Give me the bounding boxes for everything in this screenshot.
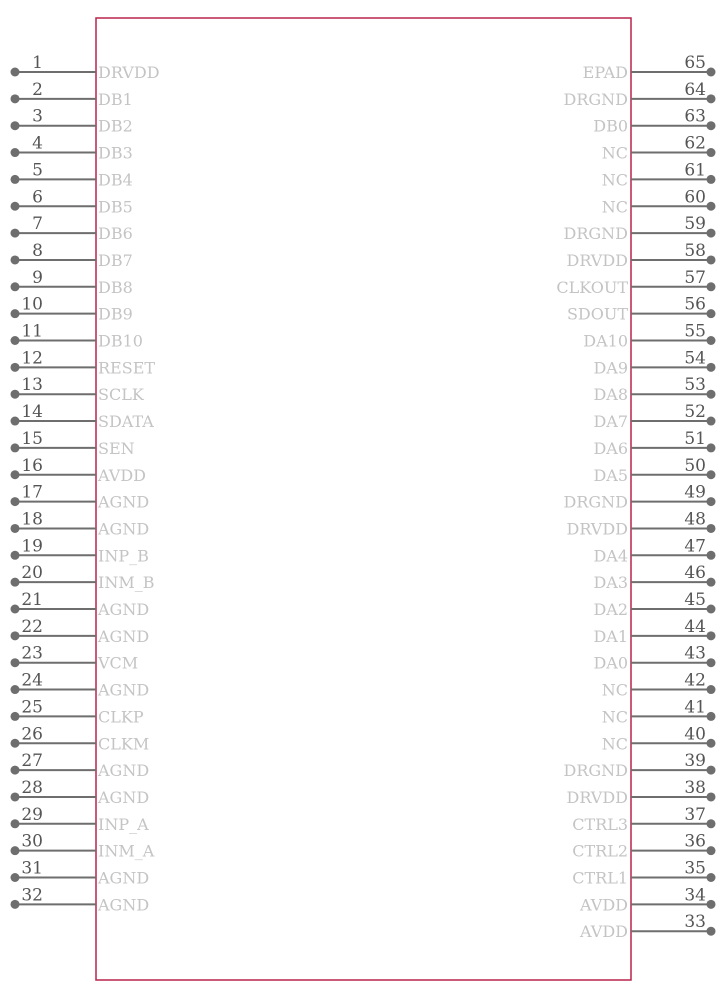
pin-number: 55 — [684, 321, 706, 342]
pin-terminal — [11, 390, 20, 399]
pin-terminal — [11, 658, 20, 667]
pin-number: 18 — [21, 509, 43, 530]
pin-number: 62 — [684, 133, 706, 154]
pin-terminal — [11, 605, 20, 614]
pin-number: 39 — [684, 751, 706, 772]
pin-label: AGND — [98, 600, 150, 619]
pin-right — [564, 214, 716, 243]
pin-right — [602, 671, 716, 700]
pin-number: 3 — [32, 106, 43, 127]
pin-left — [11, 832, 155, 861]
pin-label: SCLK — [98, 385, 144, 405]
pin-label: DA7 — [593, 412, 628, 432]
pin-label: CLKP — [98, 707, 144, 727]
pin-terminal — [11, 685, 20, 694]
pin-label: DRVDD — [566, 519, 628, 539]
pin-label: AGND — [98, 680, 150, 700]
pin-label: AGND — [98, 895, 150, 915]
pin-left — [11, 134, 133, 163]
pin-terminal — [707, 309, 716, 318]
pin-terminal — [11, 121, 20, 130]
pin-left — [11, 483, 150, 512]
pin-number: 2 — [32, 79, 43, 100]
pin-number: 10 — [21, 294, 43, 315]
pin-terminal — [11, 524, 20, 533]
pin-number: 60 — [684, 187, 706, 208]
pin-terminal — [707, 658, 716, 667]
pin-number: 20 — [21, 563, 43, 584]
pin-right — [602, 724, 716, 753]
pin-number: 27 — [21, 751, 43, 772]
pin-label: DA5 — [593, 465, 628, 485]
pin-number: 31 — [21, 858, 43, 879]
pin-label: AGND — [98, 787, 150, 807]
pin-terminal — [11, 68, 20, 77]
pin-terminal — [707, 766, 716, 775]
pin-right — [566, 509, 715, 538]
pin-number: 61 — [684, 160, 706, 181]
pin-label: AVDD — [580, 922, 628, 942]
pin-left — [11, 80, 133, 109]
pin-terminal — [707, 94, 716, 103]
pin-label: NC — [601, 197, 628, 217]
pin-number: 25 — [21, 697, 43, 718]
pin-terminal — [11, 363, 20, 372]
pin-label: INP_B — [98, 546, 149, 566]
pin-number: 40 — [684, 724, 706, 745]
pin-label: DRGND — [563, 492, 628, 512]
pin-number: 26 — [21, 724, 43, 745]
pin-number: 21 — [21, 590, 43, 610]
pin-left — [11, 724, 150, 753]
pin-number: 30 — [21, 831, 43, 852]
pin-terminal — [707, 282, 716, 291]
pin-terminal — [707, 605, 716, 614]
pin-terminal — [707, 873, 716, 882]
pin-terminal — [707, 819, 716, 828]
pin-label: DB8 — [98, 277, 133, 297]
pin-label: DB1 — [98, 89, 133, 109]
pin-right — [579, 912, 715, 941]
pin-right — [602, 160, 716, 189]
pin-left — [11, 160, 133, 189]
pin-left — [11, 375, 145, 404]
pin-label: DB2 — [98, 116, 133, 136]
pin-label: SEN — [98, 438, 135, 458]
pin-right — [593, 644, 715, 673]
pin-terminal — [11, 846, 20, 855]
pin-number: 47 — [684, 536, 706, 557]
pin-left — [11, 617, 150, 646]
pin-terminal — [707, 927, 716, 936]
pin-right — [593, 590, 715, 619]
pin-right — [593, 536, 715, 565]
pin-label: DA6 — [593, 438, 628, 458]
pin-terminal — [11, 792, 20, 801]
pin-terminal — [707, 390, 716, 399]
pin-number: 59 — [684, 214, 706, 235]
pin-right — [593, 375, 715, 404]
pin-terminal — [11, 739, 20, 748]
pin-left — [11, 859, 150, 888]
pin-number: 24 — [21, 670, 43, 691]
pin-number: 51 — [684, 428, 706, 449]
pin-number: 14 — [21, 402, 43, 423]
pin-terminal — [707, 202, 716, 211]
pin-right — [583, 53, 716, 82]
pin-terminal — [11, 443, 20, 452]
pin-terminal — [11, 148, 20, 157]
pin-label: NC — [601, 707, 628, 727]
pin-terminal — [707, 846, 716, 855]
pin-number: 11 — [21, 321, 43, 342]
pin-label: DA1 — [593, 626, 628, 646]
pin-number: 41 — [684, 697, 706, 718]
pin-label: AGND — [98, 519, 150, 539]
pin-right — [567, 295, 716, 324]
pin-terminal — [707, 148, 716, 157]
pin-label: AVDD — [580, 895, 628, 915]
pin-label: DA4 — [593, 546, 628, 566]
pin-label: INM_A — [98, 841, 155, 861]
pin-terminal — [11, 417, 20, 426]
pin-label: DRGND — [563, 224, 628, 244]
pin-left — [11, 778, 150, 807]
pin-terminal — [11, 819, 20, 828]
pin-number: 65 — [684, 53, 706, 73]
pin-label: DB7 — [98, 250, 133, 270]
pin-number: 57 — [684, 267, 706, 288]
pin-left — [11, 107, 133, 136]
pin-terminal — [707, 336, 716, 345]
pin-left — [11, 563, 155, 592]
pin-label: AVDD — [98, 465, 146, 485]
pin-terminal — [707, 712, 716, 721]
pin-label: NC — [601, 143, 628, 163]
pin-label: DA9 — [593, 358, 628, 378]
pin-label: NC — [601, 734, 628, 754]
pin-left — [11, 214, 133, 243]
pin-left — [11, 671, 150, 700]
pin-label: DB4 — [98, 170, 133, 190]
pin-right — [572, 832, 715, 861]
pin-terminal — [11, 336, 20, 345]
pin-label: DA8 — [593, 385, 628, 405]
pin-right — [593, 456, 715, 485]
pin-left — [11, 456, 146, 485]
pin-number: 36 — [684, 831, 706, 852]
pin-label: DRGND — [563, 89, 628, 109]
pin-number: 15 — [21, 428, 43, 449]
pin-right — [556, 268, 715, 297]
pin-label: NC — [601, 680, 628, 700]
pin-label: AGND — [98, 492, 150, 512]
pin-number: 7 — [32, 214, 43, 235]
pin-left — [11, 268, 133, 297]
pin-number: 17 — [21, 482, 43, 503]
pin-label: NC — [601, 170, 628, 190]
pin-number: 46 — [684, 563, 706, 584]
pin-terminal — [11, 229, 20, 238]
pin-terminal — [11, 578, 20, 587]
pin-left — [11, 241, 133, 270]
pin-left — [11, 509, 150, 538]
pin-number: 1 — [32, 53, 43, 73]
pin-number: 58 — [684, 240, 706, 261]
pin-terminal — [707, 551, 716, 560]
pin-right — [564, 80, 716, 109]
pin-right — [572, 859, 715, 888]
pin-label: DRVDD — [566, 250, 628, 270]
pin-number: 37 — [684, 804, 706, 825]
pin-label: DB0 — [593, 116, 628, 136]
pin-terminal — [11, 766, 20, 775]
pin-terminal — [707, 524, 716, 533]
pin-terminal — [707, 685, 716, 694]
pin-number: 9 — [32, 267, 43, 288]
pin-number: 50 — [684, 455, 706, 476]
pin-number: 56 — [684, 294, 706, 315]
pin-right — [593, 563, 715, 592]
pin-right — [602, 697, 716, 726]
pin-label: CTRL1 — [572, 868, 628, 888]
pin-terminal — [707, 578, 716, 587]
pin-left — [11, 322, 143, 351]
pin-terminal — [11, 94, 20, 103]
pin-label: SDOUT — [566, 304, 628, 324]
pin-terminal — [707, 443, 716, 452]
pin-right — [602, 134, 716, 163]
pin-label: INP_A — [98, 814, 149, 834]
pin-terminal — [707, 229, 716, 238]
pin-left — [11, 590, 150, 619]
pin-number: 5 — [32, 160, 43, 181]
pin-number: 22 — [21, 616, 43, 637]
pin-label: EPAD — [582, 63, 628, 82]
pin-terminal — [11, 309, 20, 318]
pin-terminal — [11, 202, 20, 211]
pin-number: 34 — [684, 885, 706, 906]
pin-terminal — [707, 497, 716, 506]
pin-number: 48 — [684, 509, 706, 530]
pin-label: DRGND — [563, 761, 628, 781]
pin-number: 54 — [684, 348, 706, 369]
pin-label: DB9 — [98, 304, 133, 324]
pin-terminal — [707, 363, 716, 372]
pin-left — [11, 536, 149, 565]
pin-right — [593, 348, 715, 377]
pin-right — [566, 778, 715, 807]
pin-number: 63 — [684, 106, 706, 127]
pin-terminal — [707, 255, 716, 264]
pin-left — [11, 429, 135, 458]
pin-terminal — [707, 470, 716, 479]
pin-label: DB10 — [98, 331, 143, 351]
pin-label: RESET — [98, 358, 156, 378]
pin-terminal — [11, 497, 20, 506]
pin-left — [11, 53, 160, 82]
pin-number: 28 — [21, 777, 43, 798]
left-pin-group — [11, 53, 160, 914]
pin-label: CLKOUT — [556, 277, 628, 297]
pin-number: 4 — [32, 133, 43, 154]
pin-right — [583, 322, 715, 351]
pin-label: DB6 — [98, 224, 133, 244]
pin-right — [593, 402, 715, 431]
pin-number: 44 — [684, 616, 706, 637]
pin-number: 35 — [684, 858, 706, 879]
pin-right — [593, 107, 715, 136]
pin-label: AGND — [98, 868, 150, 888]
pin-number: 12 — [21, 348, 43, 369]
pin-number: 33 — [684, 912, 706, 933]
pin-right — [572, 805, 715, 834]
pin-terminal — [707, 631, 716, 640]
pin-number: 23 — [21, 643, 43, 664]
pin-number: 29 — [21, 804, 43, 825]
pin-number: 19 — [21, 536, 43, 557]
pin-terminal — [707, 175, 716, 184]
pin-label: AGND — [98, 761, 150, 781]
pin-number: 16 — [21, 455, 43, 476]
pin-terminal — [707, 792, 716, 801]
pin-terminal — [707, 417, 716, 426]
pin-left — [11, 295, 133, 324]
pin-left — [11, 805, 150, 834]
pin-left — [11, 348, 156, 377]
pin-label: DRVDD — [566, 787, 628, 807]
pin-right — [593, 429, 715, 458]
pin-label: DA10 — [583, 331, 628, 351]
pin-terminal — [11, 255, 20, 264]
pin-right — [602, 187, 716, 216]
pin-number: 8 — [32, 240, 43, 261]
pin-left — [11, 751, 150, 780]
pin-label: AGND — [98, 626, 150, 646]
pin-terminal — [11, 631, 20, 640]
pin-label: DRVDD — [98, 63, 160, 82]
pin-number: 64 — [684, 79, 706, 100]
pin-label: SDATA — [98, 412, 154, 432]
pin-terminal — [707, 900, 716, 909]
pin-label: CLKM — [98, 734, 150, 754]
pin-terminal — [707, 68, 716, 77]
pin-label: INM_B — [98, 573, 155, 593]
pin-label: CTRL3 — [572, 814, 628, 834]
pin-terminal — [11, 900, 20, 909]
pin-terminal — [11, 712, 20, 721]
pin-terminal — [707, 739, 716, 748]
pin-number: 43 — [684, 643, 706, 664]
pin-left — [11, 644, 139, 673]
pin-label: DB5 — [98, 197, 133, 217]
pin-number: 49 — [684, 482, 706, 503]
pin-terminal — [11, 175, 20, 184]
pin-terminal — [707, 121, 716, 130]
pin-right — [564, 751, 716, 780]
pin-right — [593, 617, 715, 646]
pin-terminal — [11, 551, 20, 560]
pin-number: 52 — [684, 402, 706, 423]
pin-left — [11, 697, 144, 726]
pin-number: 42 — [684, 670, 706, 691]
ic-body — [96, 18, 631, 980]
pin-number: 13 — [21, 375, 43, 396]
right-pin-group — [556, 53, 715, 941]
pin-right — [566, 241, 715, 270]
pin-terminal — [11, 470, 20, 479]
pin-label: VCM — [98, 653, 139, 673]
pin-number: 32 — [21, 885, 43, 906]
pin-label: CTRL2 — [572, 841, 628, 861]
pin-label: DB3 — [98, 143, 133, 163]
pin-number: 45 — [684, 590, 706, 610]
pin-number: 6 — [32, 187, 43, 208]
pin-left — [11, 402, 155, 431]
pin-label: DA0 — [593, 653, 628, 673]
pin-label: DA2 — [593, 600, 628, 619]
pin-terminal — [11, 282, 20, 291]
pin-number: 38 — [684, 777, 706, 798]
pin-right — [579, 885, 715, 914]
pin-left — [11, 187, 133, 216]
pin-label: DA3 — [593, 573, 628, 593]
pin-terminal — [11, 873, 20, 882]
pin-left — [11, 885, 150, 914]
pin-number: 53 — [684, 375, 706, 396]
pin-right — [564, 483, 716, 512]
